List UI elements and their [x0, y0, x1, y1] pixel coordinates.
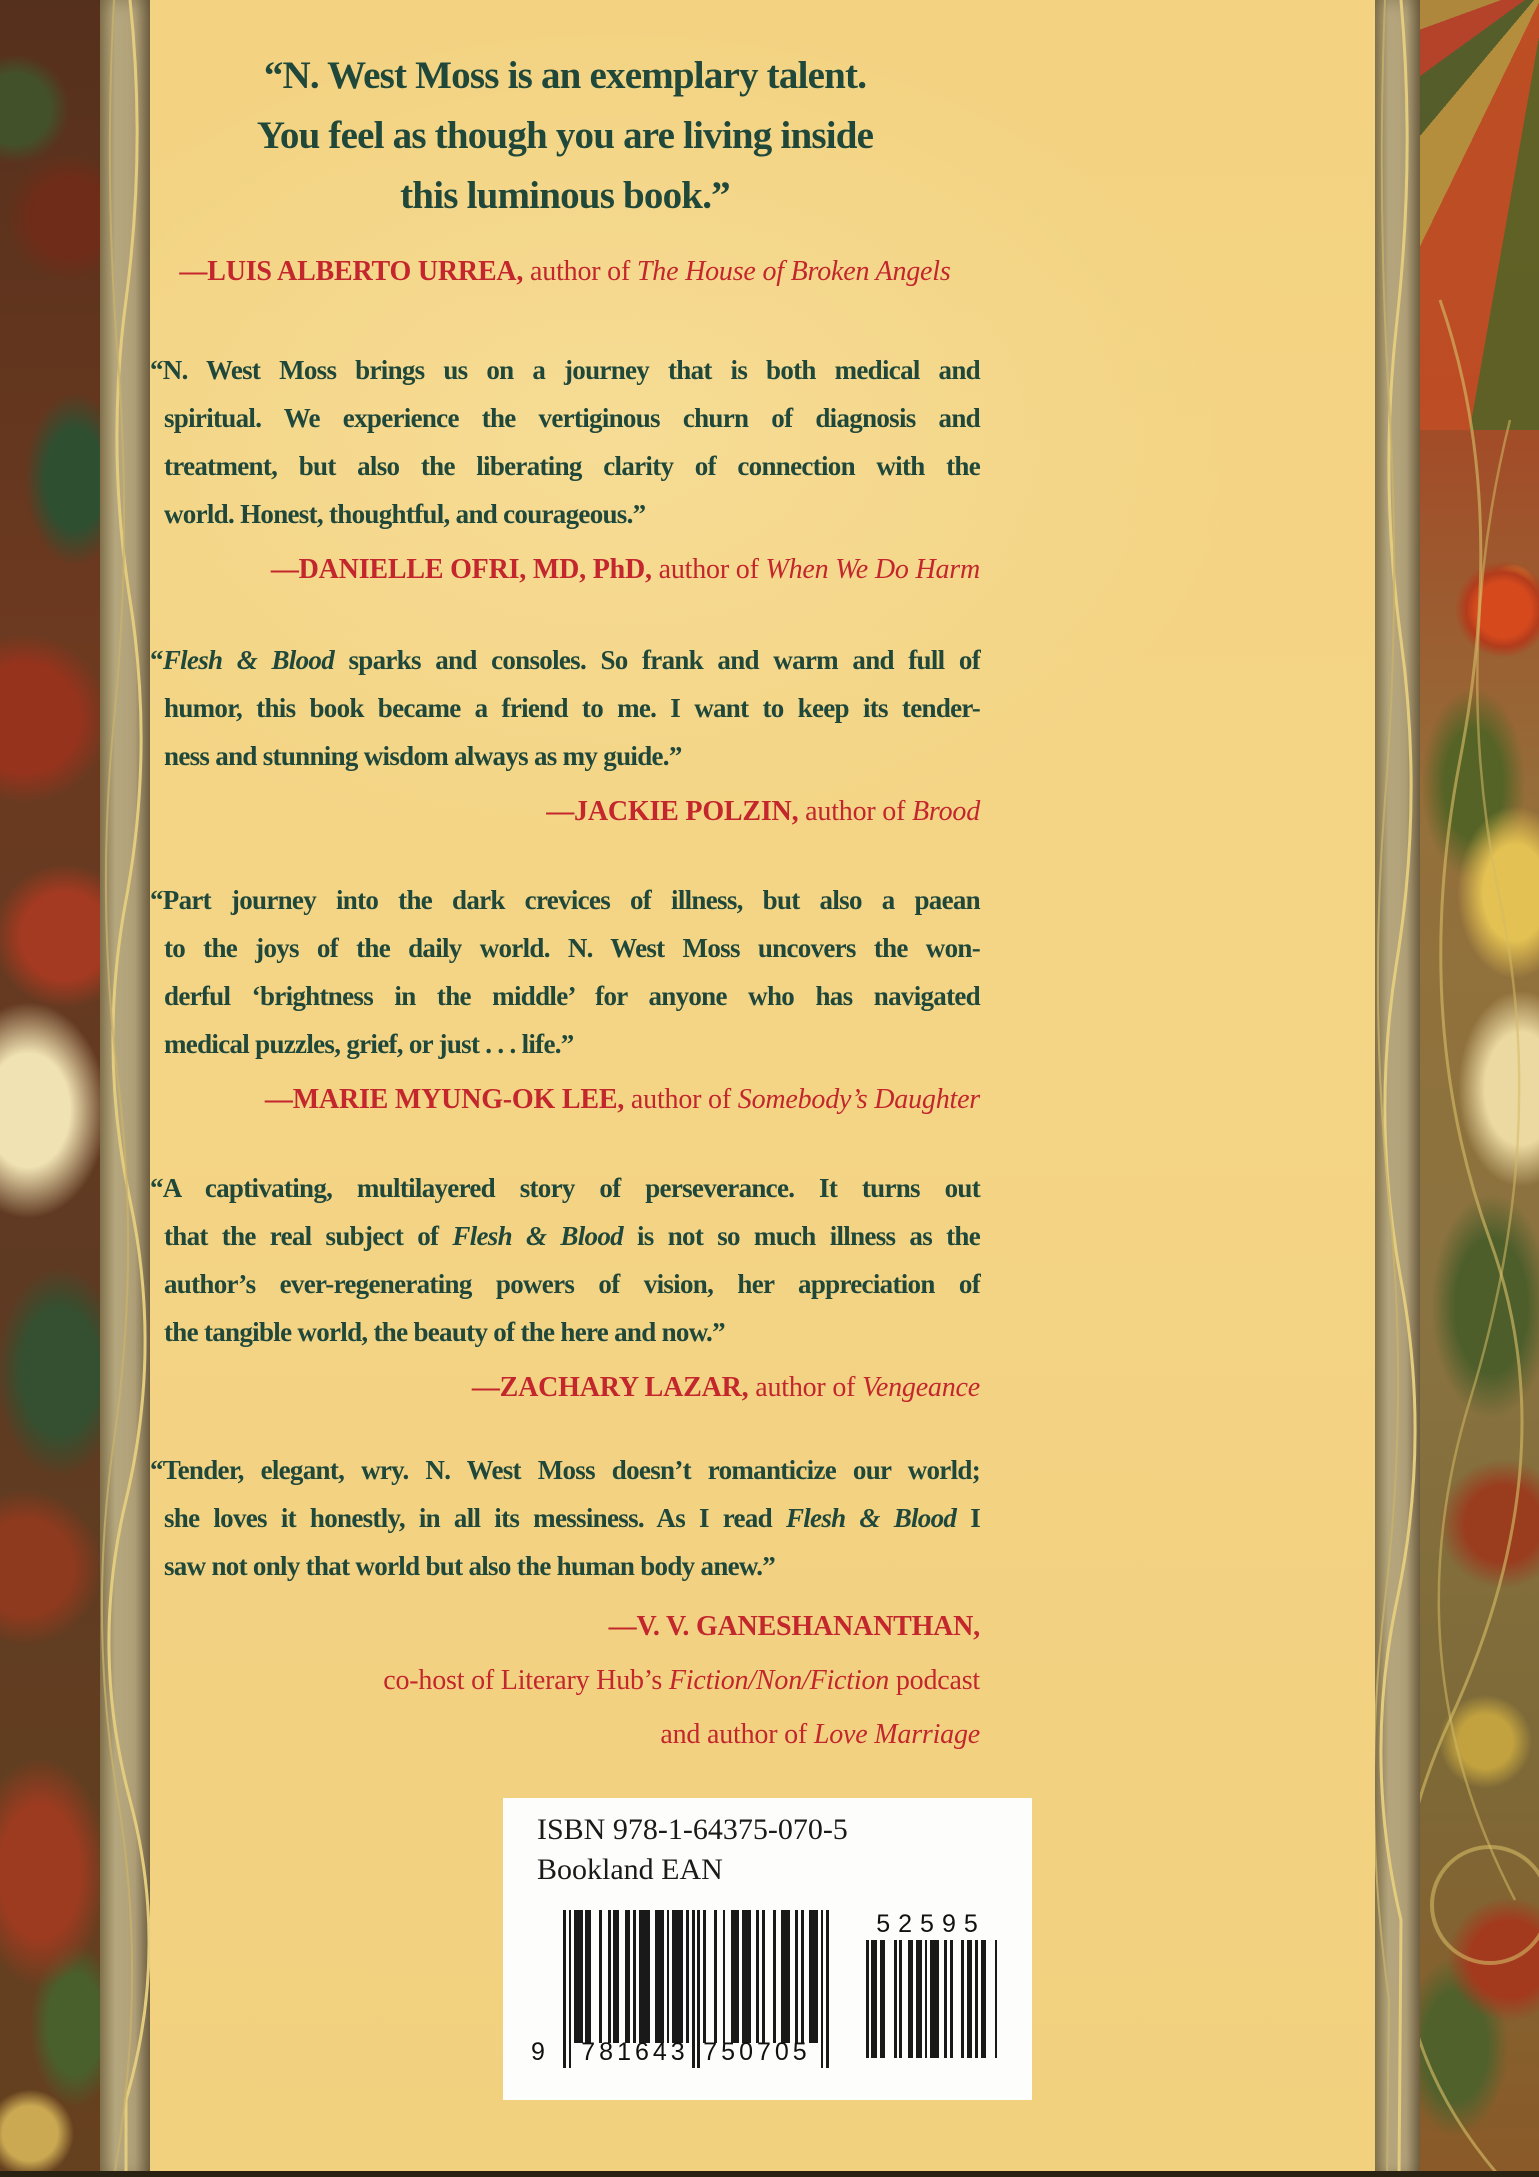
- left-gilt-strip: [100, 0, 150, 2177]
- quote-line: spiritual. We experience the vertiginous churn of diagnosis and: [164, 403, 980, 433]
- quote-line: the tangible world, the beauty of the here and now.”: [164, 1317, 725, 1347]
- quote-line: world. Honest, thoughtful, and courageous.”: [164, 499, 646, 529]
- quote-line: medical puzzles, grief, or just . . . life.”: [164, 1029, 574, 1059]
- quote-line: “A captivating, multilayered story of perseverance. It turns out: [150, 1173, 980, 1203]
- quote-line: treatment, but also the liberating clarity of connection with the: [164, 451, 980, 481]
- gold-thread-lines-icon: [100, 0, 150, 2177]
- barcode-digits-right: 750705: [703, 2038, 811, 2066]
- quote-line: “Tender, elegant, wry. N. West Moss doesn’t romanticize our world;: [150, 1455, 980, 1485]
- attribution-ganeshananthan: [150, 1600, 980, 1762]
- quote-line: to the joys of the daily world. N. West Moss uncovers the won-: [164, 933, 980, 963]
- headline-quote: [150, 46, 980, 226]
- barcode-supplement-digits: 52595: [876, 1910, 986, 1938]
- right-gilt-strip: [1375, 0, 1420, 2177]
- blurb-column: [150, 0, 980, 1762]
- quote-ofri: [150, 346, 980, 538]
- attribution-line: and author of Love Marriage: [660, 1719, 980, 1750]
- quote-line: saw not only that world but also the human body anew.”: [164, 1551, 776, 1581]
- quote-polzin: [150, 636, 980, 780]
- right-floral-border: [1420, 0, 1539, 2177]
- quote-line: ness and stunning wisdom always as my guide.”: [164, 741, 682, 771]
- headline-line: You feel as though you are living inside: [256, 114, 874, 157]
- barcode-digits-left: 781643: [581, 2038, 689, 2066]
- quote-line: author’s ever-regenerating powers of vision, her appreciation of: [164, 1269, 980, 1299]
- bookland-ean-label: Bookland EAN: [537, 1853, 723, 1886]
- attribution-lee: —MARIE MYUNG-OK LEE, author of Somebody’s Daughter: [264, 1084, 980, 1115]
- attribution-ofri: —DANIELLE OFRI, MD, PhD, author of When We Do Harm: [270, 554, 980, 585]
- headline-line: “N. West Moss is an exemplary talent.: [263, 54, 867, 97]
- barcode-panel: [503, 1798, 1032, 2100]
- gold-thread-lines-icon: [1375, 0, 1420, 2177]
- quote-lazar: [150, 1164, 980, 1356]
- isbn-number: ISBN 978-1-64375-070-5: [537, 1813, 848, 1846]
- headline-line: this luminous book.”: [400, 174, 730, 217]
- page-bottom-edge: [0, 2171, 1539, 2177]
- quote-line: that the real subject of Flesh & Blood is not so much illness as the: [164, 1221, 980, 1251]
- attribution-line: —V. V. GANESHANANTHAN,: [608, 1611, 980, 1642]
- ean5-supplement-barcode-icon: [863, 1940, 999, 2058]
- quote-line: “Part journey into the dark crevices of illness, but also a paean: [150, 885, 980, 915]
- quote-line: “N. West Moss brings us on a journey that is both medical and: [150, 355, 980, 385]
- gold-thread-lines-icon: [1420, 0, 1539, 2177]
- quote-line: she loves it honestly, in all its messiness. As I read Flesh & Blood I: [164, 1503, 980, 1533]
- quote-lee: [150, 876, 980, 1068]
- attribution-line: co-host of Literary Hub’s Fiction/Non/Fiction podcast: [383, 1665, 980, 1696]
- quote-line: humor, this book became a friend to me. I want to keep its tender-: [164, 693, 980, 723]
- quote-line: “Flesh & Blood sparks and consoles. So frank and warm and full of: [150, 645, 980, 675]
- attribution-urrea: —LUIS ALBERTO URREA, author of The House of Broken Angels: [179, 256, 951, 287]
- left-floral-border: [0, 0, 100, 2177]
- quote-ganeshananthan: [150, 1446, 980, 1590]
- quote-line: derful ‘brightness in the middle’ for anyone who has navigated: [164, 981, 980, 1011]
- attribution-polzin: —JACKIE POLZIN, author of Brood: [546, 796, 980, 827]
- barcode-digit-lead: 9: [531, 2038, 545, 2066]
- attribution-lazar: —ZACHARY LAZAR, author of Vengeance: [471, 1372, 980, 1403]
